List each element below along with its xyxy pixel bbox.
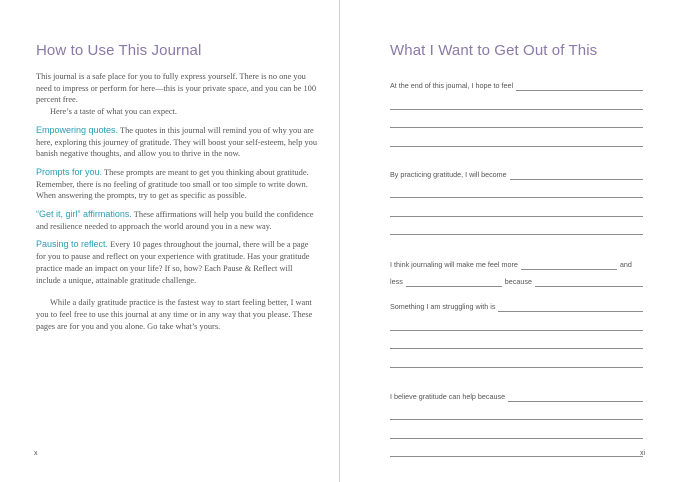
answer-line[interactable] xyxy=(390,402,643,421)
prompt-feel-more xyxy=(390,257,643,270)
answer-line[interactable] xyxy=(521,261,617,270)
answer-line[interactable] xyxy=(498,303,643,312)
left-page-body xyxy=(36,71,318,332)
answer-line[interactable] xyxy=(508,393,643,402)
prompt-label: I think journaling will make me feel more xyxy=(390,260,518,269)
spacer xyxy=(390,235,643,257)
right-page xyxy=(340,0,679,482)
intro-paragraph-2: Here’s a taste of what you can expect. xyxy=(50,107,177,117)
answer-line[interactable] xyxy=(390,198,643,217)
section-lead: Prompts for you. xyxy=(36,166,103,177)
section-lead: Empowering quotes. xyxy=(36,124,119,135)
section-text: These prompts are meant to get you thinking about gratitude. Remember, there is no feeling of gratitude too small or too simple to write down. When answering the prompts, try to get as specific as possible. xyxy=(36,167,309,201)
answer-line[interactable] xyxy=(390,420,643,439)
section-lead: Pausing to reflect. xyxy=(36,239,109,250)
answer-line[interactable] xyxy=(390,180,643,199)
right-page-title: What I Want to Get Out of This xyxy=(390,42,598,59)
section-prompts xyxy=(36,167,318,202)
section-text: These affirmations will help you build the confidence and resilience needed to approach the world around you in a new way. xyxy=(36,210,314,231)
answer-line[interactable] xyxy=(390,312,643,331)
answer-line[interactable] xyxy=(390,331,643,350)
left-page xyxy=(0,0,339,482)
prompt-gratitude-help xyxy=(390,389,643,402)
answer-line[interactable] xyxy=(390,128,643,147)
answer-line[interactable] xyxy=(510,171,643,180)
left-page-title: How to Use This Journal xyxy=(36,42,202,59)
section-lead: “Get it, girl” affirmations. xyxy=(36,209,132,220)
section-empowering-quotes xyxy=(36,125,318,160)
page-number-right: xi xyxy=(640,450,646,457)
prompt-will-become xyxy=(390,167,643,180)
section-text: The quotes in this journal will remind you of why you are here, exploring this journey of gratitude. They will boost your self-esteem, help you banish negative thoughts, and allow you to thrive in the now. xyxy=(36,125,318,159)
prompt-label: Something I am struggling with is xyxy=(390,302,496,311)
prompt-list xyxy=(390,78,646,457)
spacer xyxy=(390,147,643,167)
section-text: Every 10 pages throughout the journal, there will be a page for you to pause and reflect on your experience with gratitude. Has your gratitude practice made an impact on your life? If so, how? Each Pause & Reflect will include a unique, attainable gratitude challenge. xyxy=(36,240,310,285)
answer-line[interactable] xyxy=(390,439,646,458)
answer-line[interactable] xyxy=(390,349,643,368)
prompt-label: and xyxy=(619,260,632,269)
intro-paragraph: This journal is a safe place for you to fully express yourself. There is no one you need to impress or perform for here—this is your private space, and you can be 100 percent free. xyxy=(36,72,317,105)
prompt-label: At the end of this journal, I hope to feel xyxy=(390,81,514,90)
answer-line[interactable] xyxy=(535,278,643,287)
closing-paragraph: While a daily gratitude practice is the fastest way to start feeling better, I want you to feel free to use this journal at any time or in any way that you please. These pages are for you and you alone. Go take what’s yours. xyxy=(36,298,313,331)
page-number-left: x xyxy=(34,450,38,457)
section-pausing xyxy=(36,239,318,286)
answer-line[interactable] xyxy=(516,82,643,91)
section-affirmations xyxy=(36,209,318,232)
spacer xyxy=(390,368,643,389)
prompt-label: because xyxy=(504,277,532,286)
prompt-feel-less xyxy=(390,270,643,287)
answer-line[interactable] xyxy=(406,278,502,287)
spacer xyxy=(390,287,643,299)
answer-line[interactable] xyxy=(390,217,643,236)
answer-line[interactable] xyxy=(390,91,643,110)
prompt-label: less xyxy=(390,277,403,286)
prompt-label: By practicing gratitude, I will become xyxy=(390,169,507,179)
prompt-struggling xyxy=(390,299,643,312)
answer-line[interactable] xyxy=(390,110,643,129)
prompt-label: I believe gratitude can help because xyxy=(390,391,506,401)
prompt-hope-to-feel xyxy=(390,78,643,91)
